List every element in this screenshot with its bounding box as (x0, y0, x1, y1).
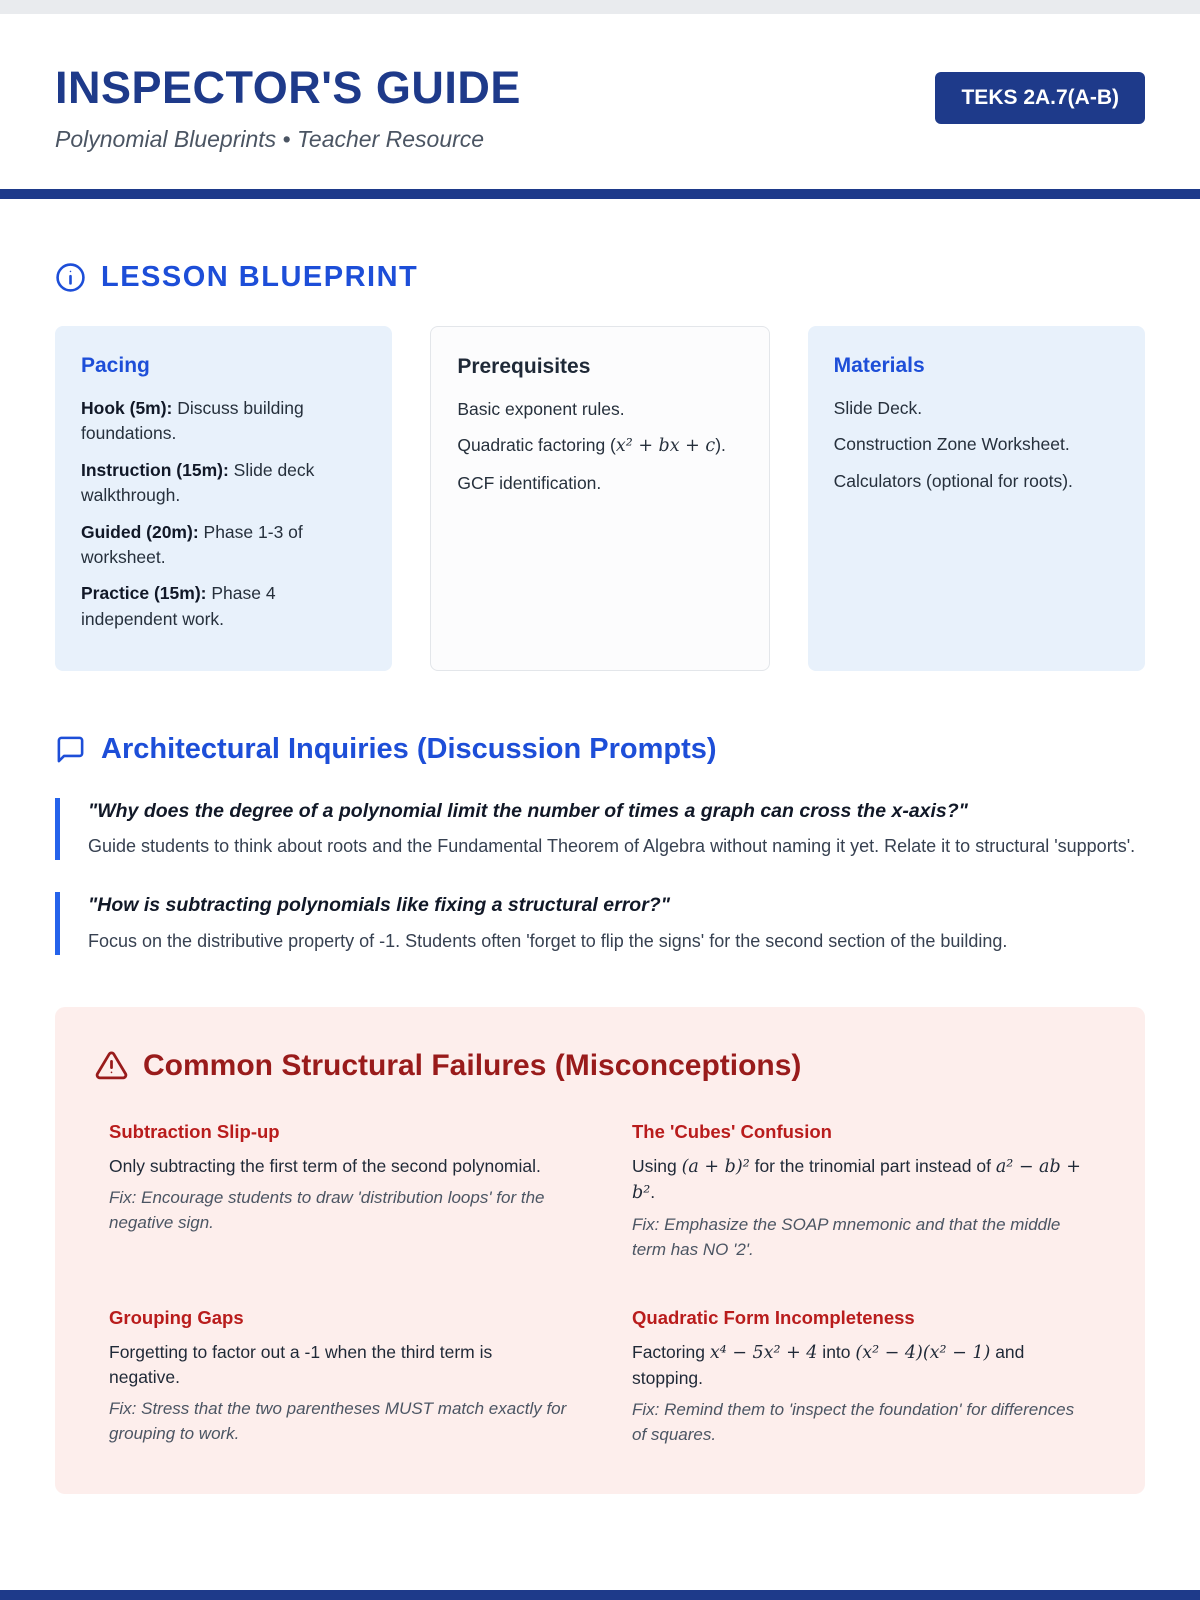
misconception-item (109, 1121, 568, 1263)
factored-form-math: (x² − 4)(x² − 1) (855, 1342, 991, 1363)
pacing-item (81, 581, 366, 632)
misconception-title: Quadratic Form Incompleteness (632, 1306, 915, 1328)
header (0, 14, 1200, 189)
misconception-item (632, 1121, 1091, 1263)
pacing-item-label: Practice (15m): (81, 583, 207, 604)
pacing-item-label: Hook (5m): (81, 398, 173, 418)
materials-item: Calculators (optional for roots). (833, 470, 1073, 491)
inquiries-heading-text: Architectural Inquiries (Discussion Prompts) (101, 733, 717, 765)
misconceptions-grid (95, 1121, 1105, 1448)
pacing-item-label: Instruction (15m): (81, 459, 229, 480)
pacing-item-text: Slide deck walkthrough. (81, 459, 315, 506)
blueprint-cards (55, 326, 1145, 671)
prerequisites-item-text: ). (715, 435, 726, 456)
misconception-fix: Fix: Stress that the two parentheses MUST match exactly for grouping to work. (109, 1399, 567, 1444)
quartic-math: x⁴ − 5x² + 4 (709, 1342, 818, 1363)
pacing-item-text: Phase 4 independent work. (81, 583, 276, 629)
quadratic-formula-math: x² + bx + c (615, 436, 716, 457)
pacing-item-text: Discuss building foundations. (81, 398, 304, 444)
misconception-item (632, 1307, 1091, 1448)
page-title: INSPECTOR'S GUIDE (55, 62, 521, 113)
misconception-body (632, 1154, 1091, 1207)
misconception-body-text: for the trinomial part instead of (749, 1155, 996, 1176)
misconceptions-heading (95, 1049, 1105, 1083)
info-icon (55, 262, 86, 293)
prompt-note: Focus on the distributive property of -1. Students often 'forget to flip the signs' for the second section of the building. (88, 930, 1008, 951)
prompt-quote: "Why does the degree of a polynomial limit the number of times a graph can cross the x-axis?" (88, 800, 968, 822)
prerequisites-item-text: Quadratic factoring ( (457, 435, 616, 456)
misconception-body: Forgetting to factor out a -1 when the third term is negative. (109, 1341, 493, 1387)
top-strip (0, 0, 1200, 14)
misconception-title: Grouping Gaps (109, 1306, 244, 1328)
trinomial-math: a² − ab + b² (632, 1156, 1081, 1203)
materials-card-title: Materials (833, 354, 925, 377)
materials-card (808, 326, 1145, 671)
lesson-blueprint-heading (55, 261, 1145, 294)
prerequisites-card-title: Prerequisites (457, 355, 591, 378)
pacing-card (55, 326, 392, 671)
bottom-bar (0, 1590, 1200, 1600)
misconception-title: The 'Cubes' Confusion (632, 1120, 832, 1142)
misconception-item (109, 1307, 568, 1448)
misconception-body: Only subtracting the first term of the second polynomial. (109, 1155, 541, 1176)
discussion-prompt (55, 798, 1145, 860)
pacing-card-title: Pacing (81, 354, 150, 377)
misconception-fix: Fix: Emphasize the SOAP mnemonic and that the middle term has NO '2'. (632, 1215, 1061, 1259)
misconception-body-text: into (817, 1341, 856, 1362)
misconceptions-card (55, 1007, 1145, 1494)
misconception-body-text: . (650, 1181, 656, 1202)
inquiries-heading (55, 733, 1145, 766)
pacing-item (81, 396, 366, 447)
misconception-title: Subtraction Slip-up (109, 1120, 280, 1142)
misconception-fix: Fix: Remind them to 'inspect the foundation' for differences of squares. (632, 1400, 1075, 1445)
misconception-body-text: Using (632, 1155, 682, 1176)
header-divider (0, 189, 1200, 199)
prerequisites-item (457, 433, 742, 459)
prompt-quote: "How is subtracting polynomials like fixing a structural error?" (88, 894, 670, 917)
prompt-note: Guide students to think about roots and the Fundamental Theorem of Algebra without naming it yet. Relate it to structural 'supports'. (88, 836, 1136, 857)
pacing-item-text: Phase 1-3 of worksheet. (81, 521, 303, 567)
discussion-prompt (55, 892, 1145, 954)
pacing-item (81, 458, 366, 509)
misconception-body (632, 1340, 1091, 1392)
materials-item: Construction Zone Worksheet. (833, 434, 1070, 455)
speech-bubble-icon (55, 734, 86, 765)
binomial-square-math: (a + b)² (681, 1156, 750, 1177)
teks-badge: TEKS 2A.7(A-B) (935, 72, 1145, 124)
lesson-blueprint-heading-text: LESSON BLUEPRINT (101, 261, 419, 293)
pacing-item (81, 520, 366, 571)
prerequisites-item: Basic exponent rules. (457, 399, 625, 419)
page-subtitle: Polynomial Blueprints • Teacher Resource (55, 126, 485, 152)
misconception-body-text: Factoring (632, 1341, 710, 1362)
content (0, 261, 1200, 955)
prerequisites-item: GCF identification. (457, 472, 602, 493)
misconceptions-heading-text: Common Structural Failures (Misconceptions) (143, 1048, 802, 1082)
prerequisites-card (430, 326, 769, 671)
header-titles (55, 62, 521, 153)
misconception-body-text: and stopping. (632, 1341, 1025, 1388)
materials-item: Slide Deck. (833, 398, 923, 418)
pacing-item-label: Guided (20m): (81, 521, 199, 542)
warning-triangle-icon (95, 1049, 128, 1082)
misconception-fix: Fix: Encourage students to draw 'distribution loops' for the negative sign. (109, 1187, 545, 1232)
